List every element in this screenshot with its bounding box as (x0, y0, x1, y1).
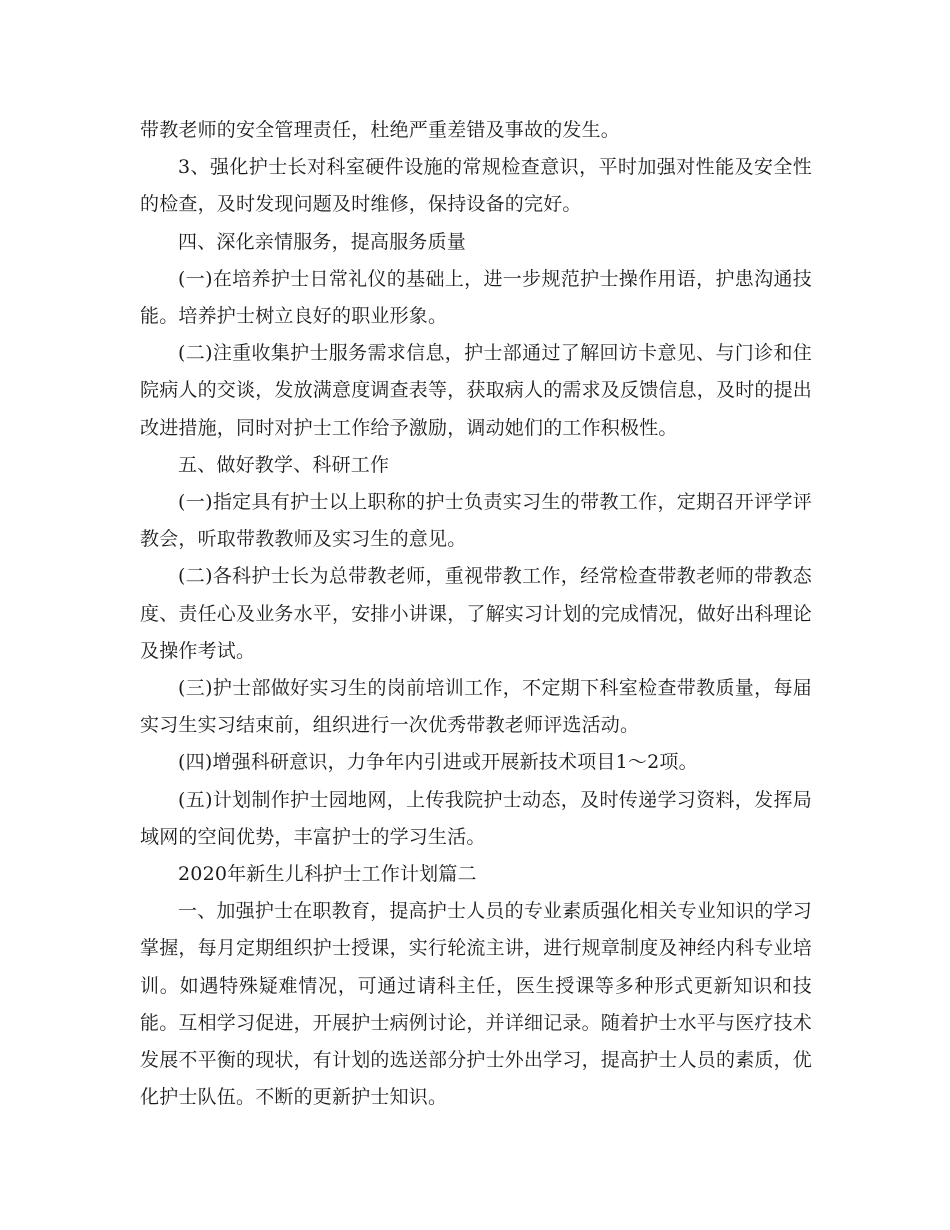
paragraph-continuation: 带教老师的安全管理责任，杜绝严重差错及事故的发生。 (140, 119, 621, 141)
paragraph-5-2: (二)各科护士长为总带教老师，重视带教工作，经常检查带教老师的带教态度、责任心及业务水平，安排小讲课，了解实习计划的完成情况，做好出科理论及操作考试。 (140, 565, 813, 662)
paragraph-item-3: 3、强化护士长对科室硬件设施的常规检查意识，平时加强对性能及安全性的检查，及时发现问题及时维修，保持设备的完好。 (140, 156, 812, 216)
paragraph-5-1: (一)指定具有护士以上职称的护士负责实习生的带教工作，定期召开评学评教会，听取带教教师及实习生的意见。 (140, 491, 812, 551)
paragraph-5-3: (三)护士部做好实习生的岗前培训工作，不定期下科室检查带教质量，每届实习生实习结束前，组织进行一次优秀带教老师评选活动。 (140, 677, 812, 737)
paragraph-part2-1: 一、加强护士在职教育，提高护士人员的专业素质强化相关专业知识的学习掌握，每月定期组织护士授课，实行轮流主讲，进行规章制度及神经内科专业培训。如遇特殊疑难情况，可通过请科主任，医生授课等多种形式更新知识和技能。互相学习促进，开展护士病例讨论，并详细记录。随着护士水平与医疗技术发展不平衡的现状，有计划的选送部分护士外出学习，提高护士人员的素质，优化护士队伍。不断的更新护士知识。 (140, 900, 813, 1109)
part-two-title: 2020年新生儿科护士工作计划篇二 (178, 863, 477, 886)
paragraph-5-4: (四)增强科研意识，力争年内引进或开展新技术项目1～2项。 (178, 751, 698, 774)
section-heading-4: 四、深化亲情服务，提高服务质量 (178, 230, 467, 253)
section-heading-5: 五、做好教学、科研工作 (178, 453, 390, 476)
paragraph-4-1: (一)在培养护士日常礼仪的基础上，进一步规范护士操作用语，护患沟通技能。培养护士树立良好的职业形象。 (140, 267, 812, 328)
paragraph-5-5: (五)计划制作护士园地网，上传我院护士动态，及时传递学习资料，发挥局域网的空间优势，丰富护士的学习生活。 (140, 788, 812, 848)
document-body (140, 112, 812, 1116)
paragraph-4-2: (二)注重收集护士服务需求信息，护士部通过了解回访卡意见、与门诊和住院病人的交谈，发放满意度调查表等，获取病人的需求及反馈信息，及时的提出改进措施，同时对护士工作给予激励，调动她们的工作积极性。 (140, 342, 813, 439)
